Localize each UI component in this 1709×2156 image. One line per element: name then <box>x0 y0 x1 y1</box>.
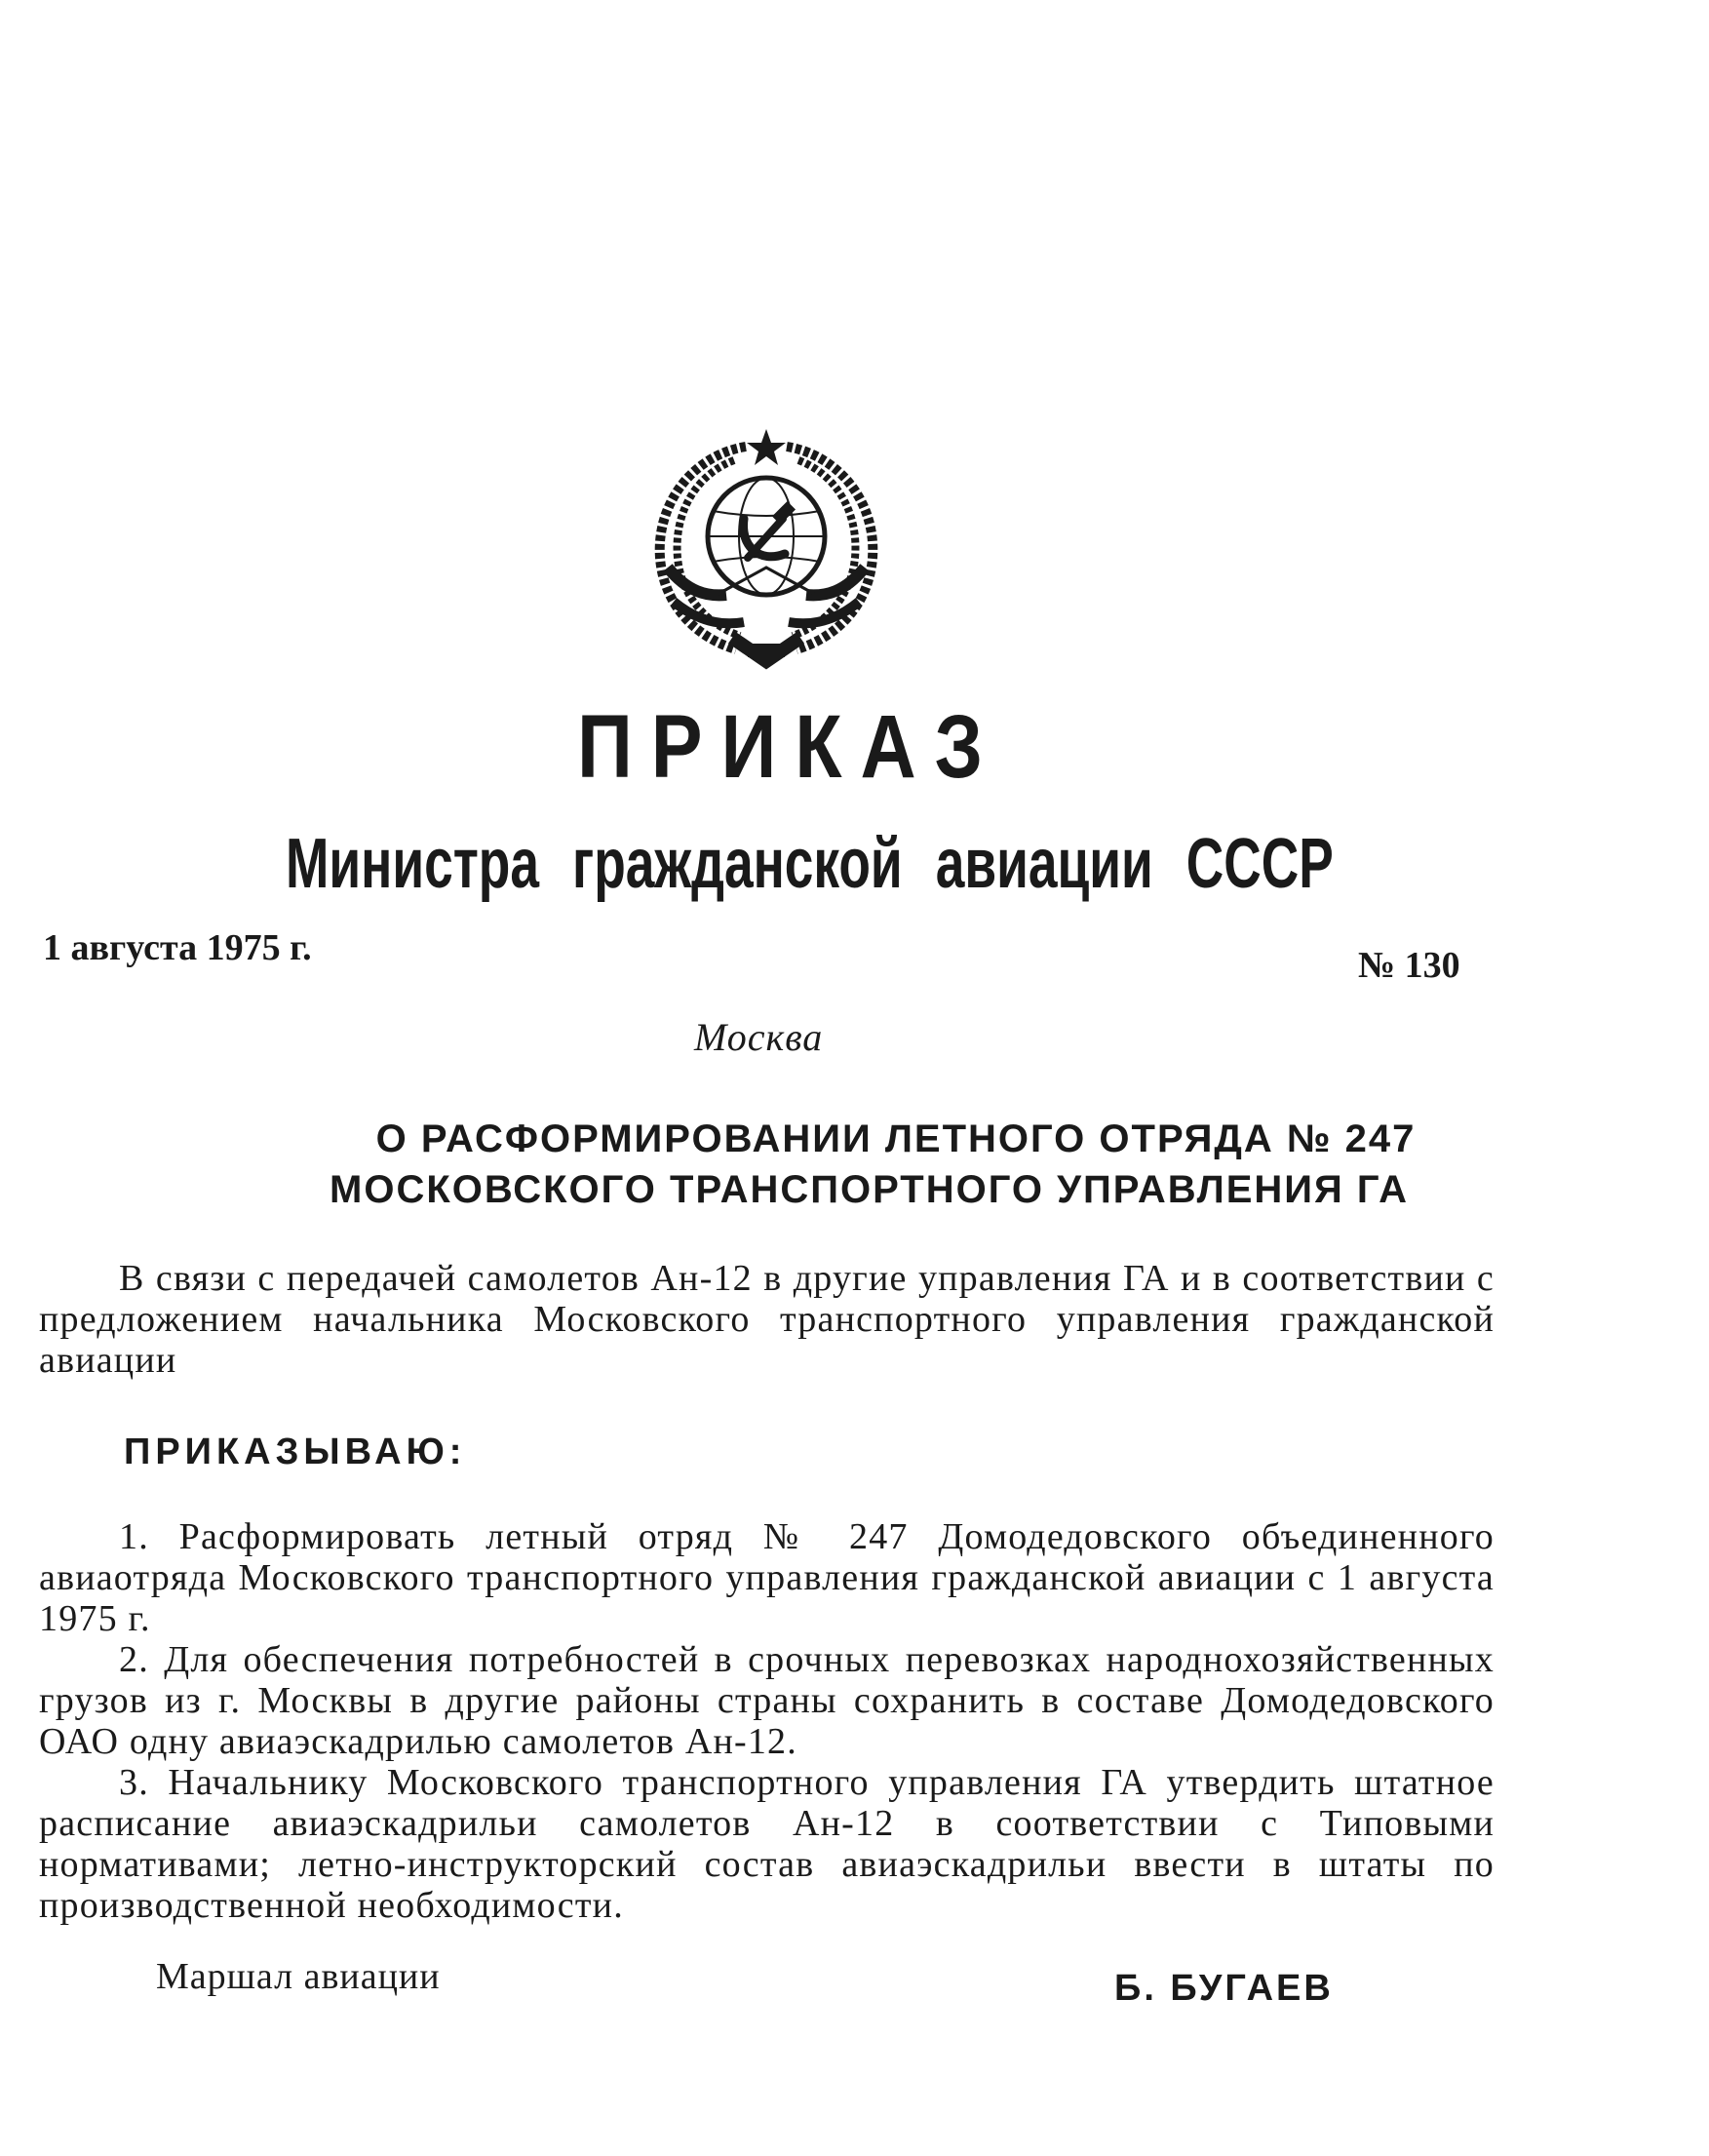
order-item-2: 2. Для обеспечения потребностей в срочных перевозках народнохозяйственных грузов из г. Москвы в другие районы страны сохранить в составе Домодедовского ОАО одну авиаэскадрилью самолетов Ан-12. <box>39 1639 1495 1762</box>
document-date: 1 августа 1975 г. <box>43 927 312 968</box>
document-city: Москва <box>694 1015 824 1059</box>
intro-paragraph: В связи с передачей самолетов Ан-12 в другие управления ГА и в соответствии с предложением начальника Московского транспортного управления гражданской авиации <box>39 1258 1495 1381</box>
heading-line-2: МОСКОВСКОГО ТРАНСПОРТНОГО УПРАВЛЕНИЯ ГА <box>330 1168 1409 1211</box>
document-heading <box>0 1114 1709 1215</box>
ussr-state-emblem-icon <box>639 421 894 673</box>
signer-rank: Маршал авиации <box>156 1956 441 1997</box>
document-number: № 130 <box>1358 945 1460 986</box>
decree-word: ПРИКАЗЫВАЮ: <box>124 1431 467 1472</box>
signer-name: Б. БУГАЕВ <box>1114 1968 1334 2009</box>
document-subtitle: Министра гражданской авиации СССР <box>286 825 1334 903</box>
document-title: ПРИКАЗ <box>577 697 1002 797</box>
order-items <box>39 1516 1495 1926</box>
order-item-1: 1. Расформировать летный отряд № 247 Домодедовского объединенного авиаотряда Московского транспортного управления гражданской авиации с 1 августа 1975 г. <box>39 1516 1495 1639</box>
heading-line-1: О РАСФОРМИРОВАНИИ ЛЕТНОГО ОТРЯДА № 247 <box>375 1117 1417 1160</box>
order-item-3: 3. Начальнику Московского транспортного управления ГА утвердить штатное расписание авиаэскадрильи самолетов Ан-12 в соответствии с Типовыми нормативами; летно-инструкторский состав авиаэскадрильи ввести в штаты по производственной необходимости. <box>39 1762 1495 1926</box>
